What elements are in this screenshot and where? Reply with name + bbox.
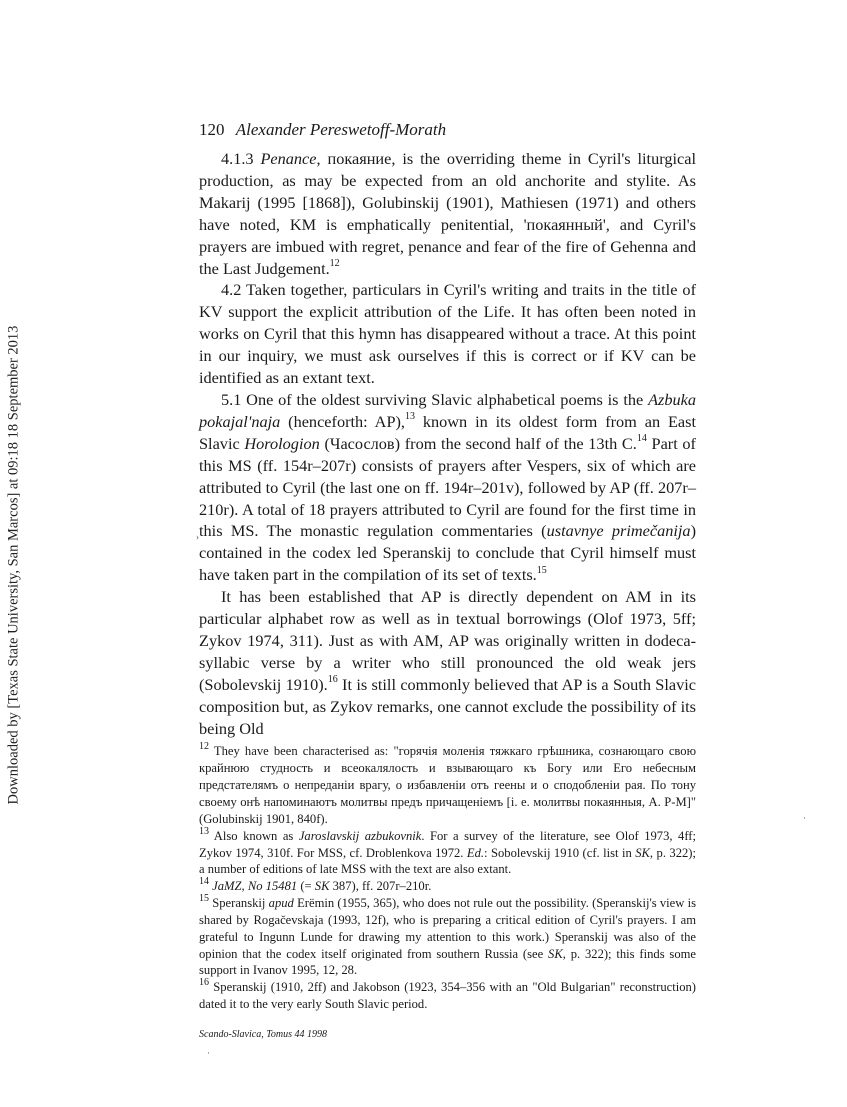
footnote-ref: 12 xyxy=(329,258,340,270)
text-run: 4.2 Taken together, particulars in Cyril's writing and traits in the title of KV support the explicit attribution of the Life. It has often been noted in works on Cyril that this hymn has disappeared without a trace. At this point in our inquiry, we must ask ourselves if this is correct or if KV can be identified as an extant text. xyxy=(199,280,696,388)
text-run: Erëmin (1955, 365), who does not rule out the possibility. (Speranskij's view is shared by Rogačevskaja (1993, 12f), who is preparing a critical edition of Cyril's prayers. I am grateful to Ingunn Lunde for drawing my attention to this work.) Speranskij was also of the opinion that the codex itself originated from southern Russia (see xyxy=(199,896,696,961)
footnote-ref: 15 xyxy=(199,892,209,904)
text-run: (henceforth: AP), xyxy=(280,411,405,431)
italic-run: SK xyxy=(548,946,563,961)
journal-footer: Scando-Slavica, Tomus 44 1998 xyxy=(199,1028,327,1040)
text-run: ) contained in the codex led Speranskij to conclude that Cyril himself must have taken part in the compilation of its set of texts. xyxy=(199,521,696,585)
running-header xyxy=(199,118,696,142)
italic-run: Horologion xyxy=(244,433,320,453)
scan-speck: · xyxy=(207,1048,210,1058)
paragraph-4-2 xyxy=(199,279,696,389)
italic-run: JaMZ, No 15481 xyxy=(212,879,298,894)
italic-run: Jaroslavskij azbukovnik xyxy=(298,828,422,843)
text-run: 5.1 One of the oldest surviving Slavic alphabetical poems is the xyxy=(221,389,649,409)
download-watermark-strip xyxy=(0,0,28,1107)
footnote-ref: 13 xyxy=(405,411,415,423)
italic-run: Azbuka pokajal'naja xyxy=(199,389,696,431)
journal-page xyxy=(199,118,696,1040)
paragraph-4-1-3 xyxy=(199,148,696,279)
text-run: Speranskij xyxy=(209,896,269,911)
main-text xyxy=(199,148,696,739)
text-run: (Часослов) from the second half of the 13th C. xyxy=(319,433,637,453)
footnote-16 xyxy=(199,979,696,1013)
footnote-15 xyxy=(199,892,697,979)
footnote-ref: 14 xyxy=(199,876,209,888)
text-run: (= xyxy=(297,879,315,894)
text-run: , p. 322); a number of editions of late MSS with the text are also extant. xyxy=(199,845,696,877)
text-run: , p. 322); this finds some support in Ivanov 1995, 12, 28. xyxy=(199,946,697,978)
text-run: 4.1.3 xyxy=(221,149,261,168)
text-run: : Sobolevskij 1910 (cf. list in xyxy=(484,845,636,860)
text-run: known in its oldest form from an East Slavic xyxy=(199,411,697,453)
text-run: It is still commonly believed that AP is a South Slavic composition but, as Zykov remarks, one cannot exclude the possibility of its being Old xyxy=(199,674,696,738)
italic-run: Ed. xyxy=(466,845,485,860)
italic-run: apud xyxy=(268,896,294,911)
italic-run: Penance xyxy=(260,149,317,168)
footnote-13 xyxy=(199,825,696,879)
footnote-12 xyxy=(199,743,696,827)
running-author: Alexander Pereswetoff-Morath xyxy=(235,120,447,139)
footnote-ref: 12 xyxy=(199,741,209,753)
text-run: 387), ff. 207r–210r. xyxy=(329,879,432,894)
italic-run: SK xyxy=(635,845,650,860)
footnote-ref: 13 xyxy=(199,825,209,837)
text-run: Also known as xyxy=(209,828,299,843)
text-run: Part of this MS (ff. 154r–207r) consists of prayers after Vespers, six of which are attributed to Cyril (the last one on ff. 194r–201v), followed by AP (ff. 207r–210r). A total of 18 prayers attributed to Cyril are found for the first time in this MS. The monastic regulation commentaries ( xyxy=(199,433,696,541)
footnote-14 xyxy=(199,878,696,895)
text-run: . For a survey of the literature, see Olof 1973, 4ff; Zykov 1974, 310f. For MSS, cf. Droblenkova 1972. xyxy=(199,828,696,860)
text-run: Speranskij (1910, 2ff) and Jakobson (1923, 354–356 with an "Old Bulgarian" reconstruction) dated it to the very early South Slavic period. xyxy=(199,980,696,1012)
text-run: It has been established that AP is directly dependent on AM in its particular alphabet row as well as in textual borrowings (Olof 1973, 5ff; Zykov 1974, 311). Just as with AM, AP was originally written in dodeca-syllabic verse by a writer who still pronounced the old weak jers (Sobolevskij 1910). xyxy=(199,587,696,694)
footnote-ref: 16 xyxy=(199,977,209,989)
footnote-ref: 15 xyxy=(536,564,547,576)
footnotes xyxy=(199,743,696,1013)
italic-run: ustavnye primečanija xyxy=(546,521,691,541)
paragraph-ap-dependence xyxy=(199,586,696,739)
scan-speck: · xyxy=(803,813,806,823)
footnote-ref: 14 xyxy=(636,433,647,445)
text-run: They have been characterised as: "горячія моленія тяжкаго грѣшника, сознающаго свою крайнюю студность и всеокалялость и взывающаго къ Богу или Его небесным предстателямъ о непреданіи врагу, о избавленіи отъ геены и о сподобленіи рая. По тону своему онѣ напоминаютъ молитвы предъ причащеніемъ [i. e. молитвы покаянныя, A. P-M]" (Golubinskij 1901, 840f). xyxy=(199,744,696,826)
scan-speck: › xyxy=(196,532,199,542)
paragraph-5-1 xyxy=(199,389,696,586)
page-number: 120 xyxy=(199,120,225,139)
italic-run: SK xyxy=(314,879,330,894)
download-watermark: Downloaded by [Texas State University, San Marcos] at 09:18 18 September 2013 xyxy=(5,325,22,805)
text-run: , покаяние, is the overriding theme in Cyril's liturgical production, as may be expected from an old anchorite and stylite. As Makarij (1995 [1868]), Golubinskij (1901), Mathiesen (1971) and others have noted, KM is emphatically penitential, 'покаянный', and Cyril's prayers are imbued with regret, penance and fear of the fire of Gehenna and the Last Judgement. xyxy=(199,149,696,278)
footnote-ref: 16 xyxy=(327,674,338,686)
